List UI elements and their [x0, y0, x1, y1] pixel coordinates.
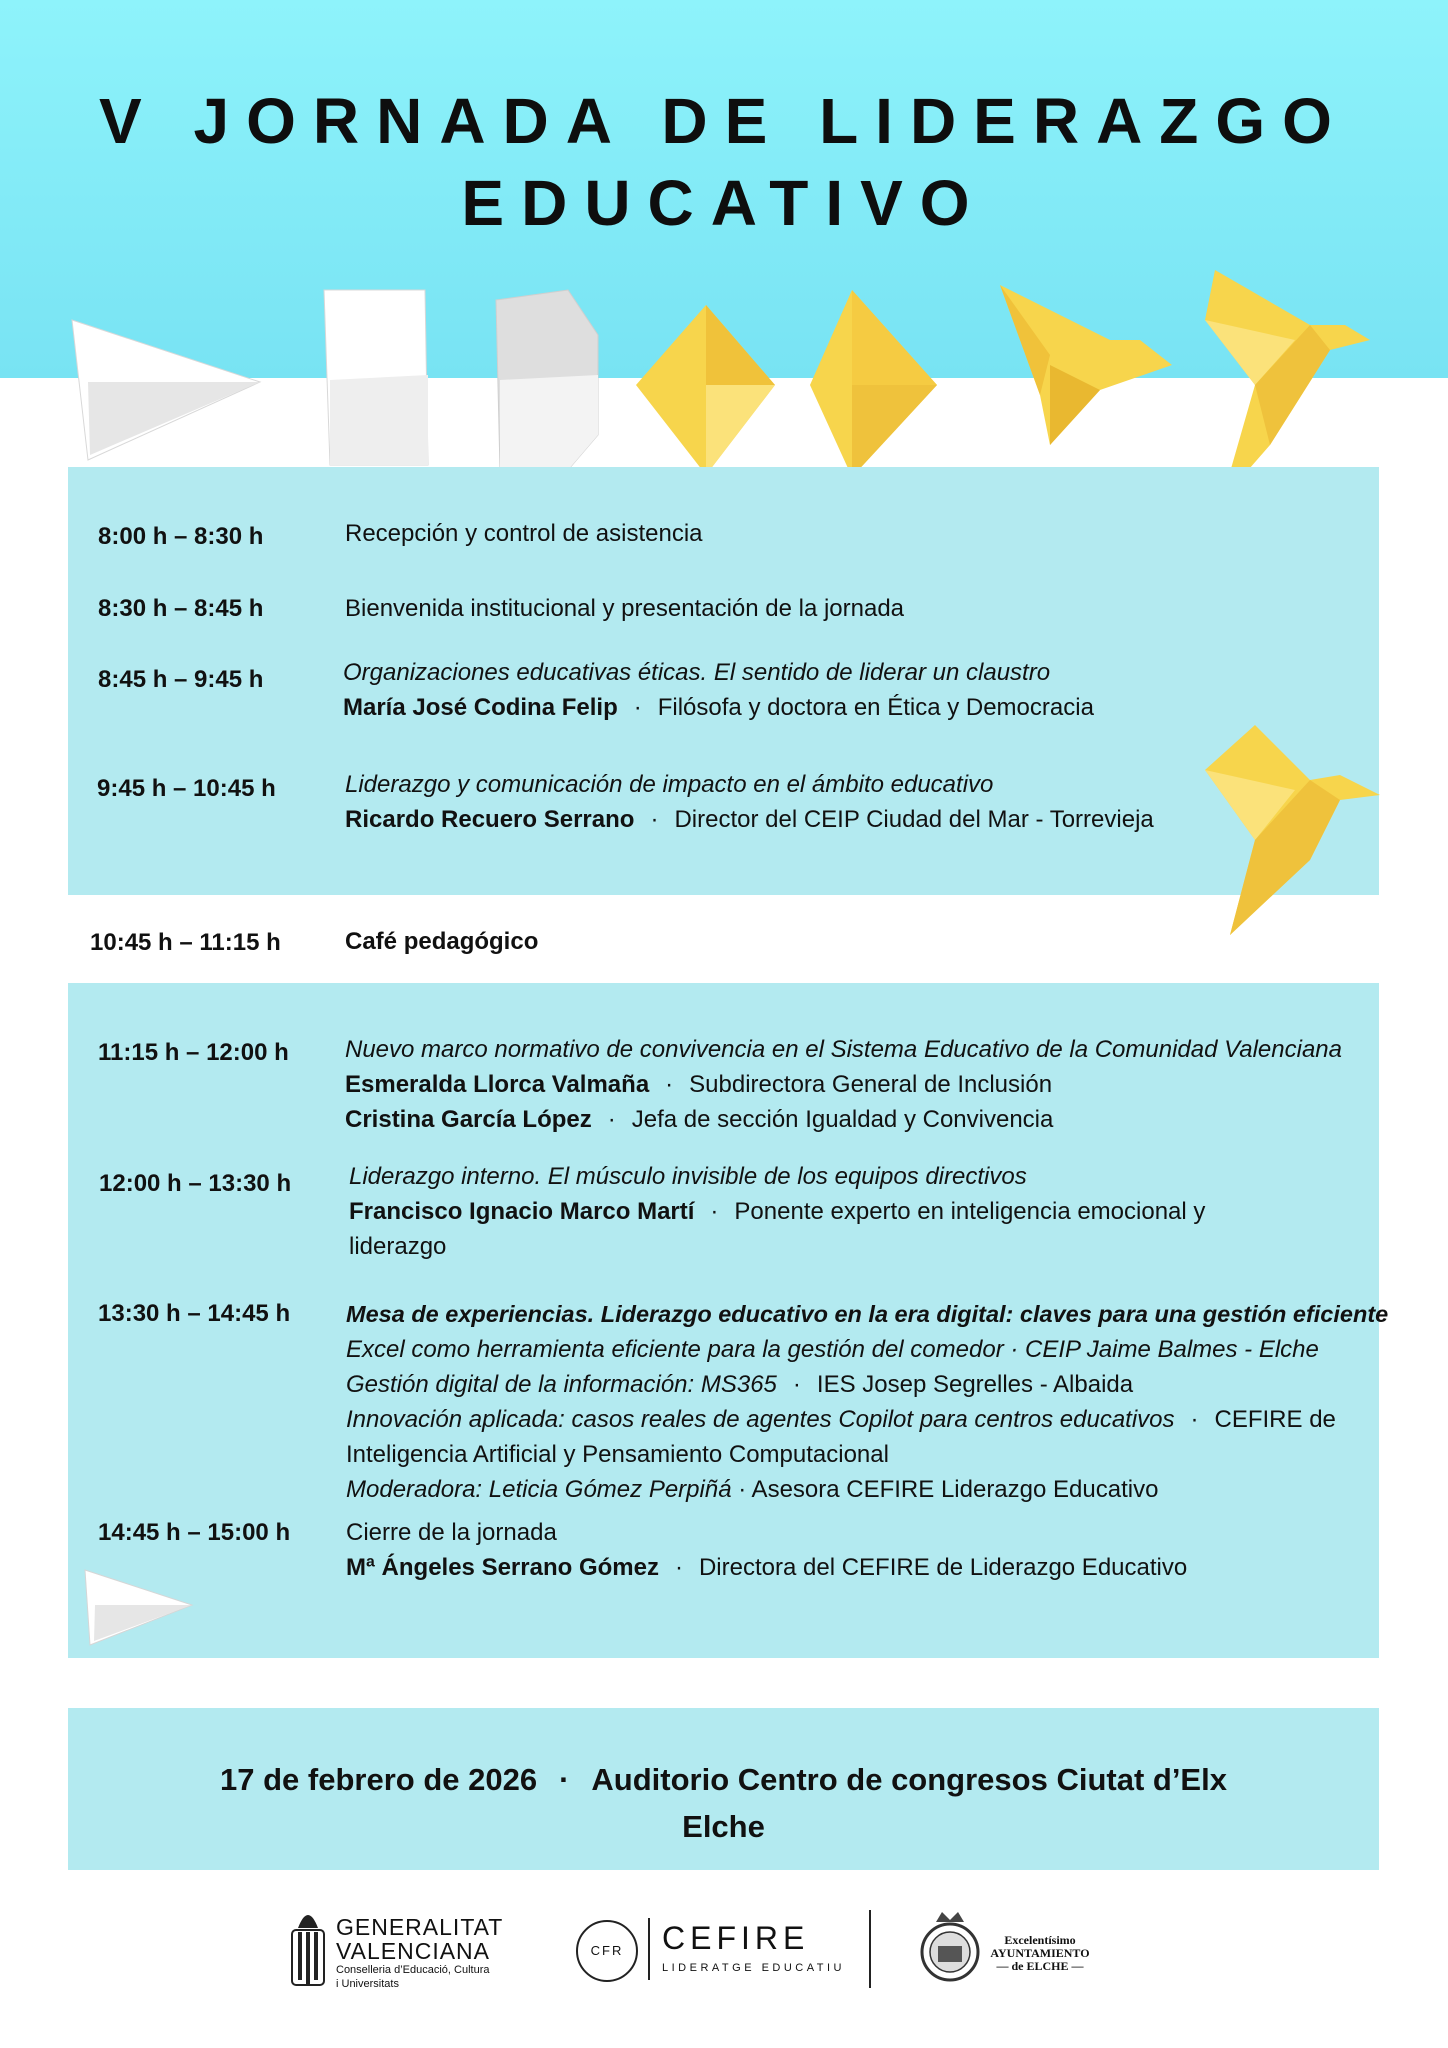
schedule-session	[346, 1515, 1187, 1585]
title-line-2: EDUCATIVO	[461, 167, 987, 239]
speaker-name: María José Codina Felip	[343, 694, 618, 721]
speaker-role: Subdirectora General de Inclusión	[689, 1071, 1053, 1098]
event-city: Elche	[682, 1809, 765, 1844]
folded-hexagon-icon	[496, 290, 598, 470]
conselleria-name-2: i Universitats	[336, 1978, 399, 1990]
separator: ·	[559, 1762, 570, 1797]
speaker-role-cont: liderazgo	[349, 1233, 447, 1260]
schedule-description: Recepción y control de asistencia	[345, 520, 703, 547]
moderator: Moderadora: Leticia Gómez Perpiñá	[346, 1476, 732, 1503]
schedule-session	[343, 655, 1094, 725]
speaker-role: Ponente experto en inteligencia emocional y	[734, 1198, 1206, 1225]
speaker-name: Cristina García López	[345, 1106, 592, 1133]
schedule-break: Café pedagógico	[345, 928, 539, 955]
generalitat-shield-icon	[288, 1900, 328, 1992]
separator: ·	[792, 1371, 801, 1398]
separator: ·	[1190, 1406, 1199, 1433]
cefire-logo-text: CEFIRE	[662, 1920, 810, 1956]
experience-item: Excel como herramienta eficiente para la gestión del comedor · CEIP Jaime Balmes - Elche	[346, 1336, 1319, 1363]
elche-line-1: Excelentísimo	[1004, 1933, 1076, 1947]
schedule-panel-session	[346, 1297, 1388, 1507]
schedule-session	[345, 1032, 1342, 1137]
paper-plane-icon	[72, 320, 260, 460]
paper-plane-icon	[80, 1565, 200, 1650]
experience-item: Innovación aplicada: casos reales de agentes Copilot para centros educativos	[346, 1406, 1175, 1433]
speaker-name: Esmeralda Llorca Valmaña	[345, 1071, 650, 1098]
generalitat-name: GENERALITAT	[336, 1914, 504, 1940]
separator: ·	[633, 694, 642, 721]
experience-center: IES Josep Segrelles - Albaida	[816, 1371, 1134, 1398]
speaker-role: Filósofa y doctora en Ética y Democracia	[657, 694, 1094, 721]
speaker-role: Directora del CEFIRE de Liderazgo Educativo	[698, 1554, 1188, 1581]
elche-line-3: — de ELCHE —	[996, 1959, 1084, 1973]
title-line-1: V JORNADA DE LIDERAZGO	[99, 85, 1349, 157]
conselleria-name: Conselleria d’Educació, Cultura	[336, 1964, 490, 1976]
schedule-time: 8:45 h – 9:45 h	[98, 666, 264, 693]
divider	[648, 1918, 650, 1980]
schedule-time: 11:15 h – 12:00 h	[98, 1039, 289, 1066]
session-title: Liderazgo interno. El músculo invisible de los equipos directivos	[349, 1163, 1027, 1190]
experience-center-cont: Inteligencia Artificial y Pensamiento Computacional	[346, 1441, 889, 1468]
schedule-time: 14:45 h – 15:00 h	[98, 1519, 291, 1546]
separator: ·	[607, 1106, 616, 1133]
generalitat-logo	[336, 1915, 503, 1991]
elche-coat-of-arms-icon	[918, 1908, 982, 1990]
speaker-name: Francisco Ignacio Marco Martí	[349, 1198, 695, 1225]
event-venue: Auditorio Centro de congresos Ciutat d’Elx	[591, 1762, 1227, 1797]
session-title: Organizaciones educativas éticas. El sentido de liderar un claustro	[343, 659, 1051, 686]
schedule-session	[345, 767, 1154, 837]
origami-diamond-icon	[810, 290, 937, 477]
schedule-time: 9:45 h – 10:45 h	[97, 775, 276, 802]
schedule-time: 12:00 h – 13:30 h	[99, 1170, 292, 1197]
separator: ·	[665, 1071, 674, 1098]
cefire-subtitle: LIDERATGE EDUCATIU	[662, 1962, 845, 1974]
separator: ·	[674, 1554, 683, 1581]
page-title	[0, 80, 1448, 244]
schedule-time: 13:30 h – 14:45 h	[98, 1300, 291, 1327]
divider	[869, 1910, 871, 1988]
elche-logo-text	[985, 1934, 1095, 1973]
schedule-session	[349, 1159, 1205, 1264]
speaker-role: Director del CEIP Ciudad del Mar - Torrevieja	[674, 806, 1154, 833]
session-title: Liderazgo y comunicación de impacto en el ámbito educativo	[345, 771, 994, 798]
schedule-time: 8:30 h – 8:45 h	[98, 595, 264, 622]
origami-diamond-icon	[636, 305, 775, 475]
sponsor-logos	[0, 1890, 1448, 2010]
experience-item: Gestión digital de la información: MS365	[346, 1371, 777, 1398]
separator: ·	[650, 806, 659, 833]
generalitat-name-2: VALENCIANA	[336, 1938, 491, 1964]
folded-paper-icon	[324, 290, 428, 465]
session-title: Cierre de la jornada	[346, 1519, 557, 1546]
schedule-time: 8:00 h – 8:30 h	[98, 523, 264, 550]
experience-center: CEFIRE de	[1214, 1406, 1336, 1433]
speaker-role: Jefa de sección Igualdad y Convivencia	[631, 1106, 1054, 1133]
event-date: 17 de febrero de 2026	[220, 1762, 538, 1797]
cfr-circle-logo: CFR	[576, 1920, 638, 1982]
event-info	[68, 1756, 1379, 1850]
session-title: Mesa de experiencias. Liderazgo educativo en la era digital: claves para una gestión eficiente	[346, 1301, 1389, 1327]
schedule-time: 10:45 h – 11:15 h	[90, 929, 281, 956]
session-title: Nuevo marco normativo de convivencia en el Sistema Educativo de la Comunidad Valenciana	[345, 1036, 1342, 1063]
schedule-description: Bienvenida institucional y presentación de la jornada	[345, 595, 905, 622]
origami-bird-icon	[1200, 720, 1390, 940]
origami-bird-icon	[1205, 270, 1370, 500]
speaker-name: Ricardo Recuero Serrano	[345, 806, 635, 833]
separator: ·	[710, 1198, 719, 1225]
origami-bird-icon	[1000, 285, 1172, 445]
moderator-role: · Asesora CEFIRE Liderazgo Educativo	[738, 1476, 1159, 1503]
speaker-name: Mª Ángeles Serrano Gómez	[346, 1554, 659, 1581]
elche-line-2: AYUNTAMIENTO	[990, 1946, 1090, 1960]
